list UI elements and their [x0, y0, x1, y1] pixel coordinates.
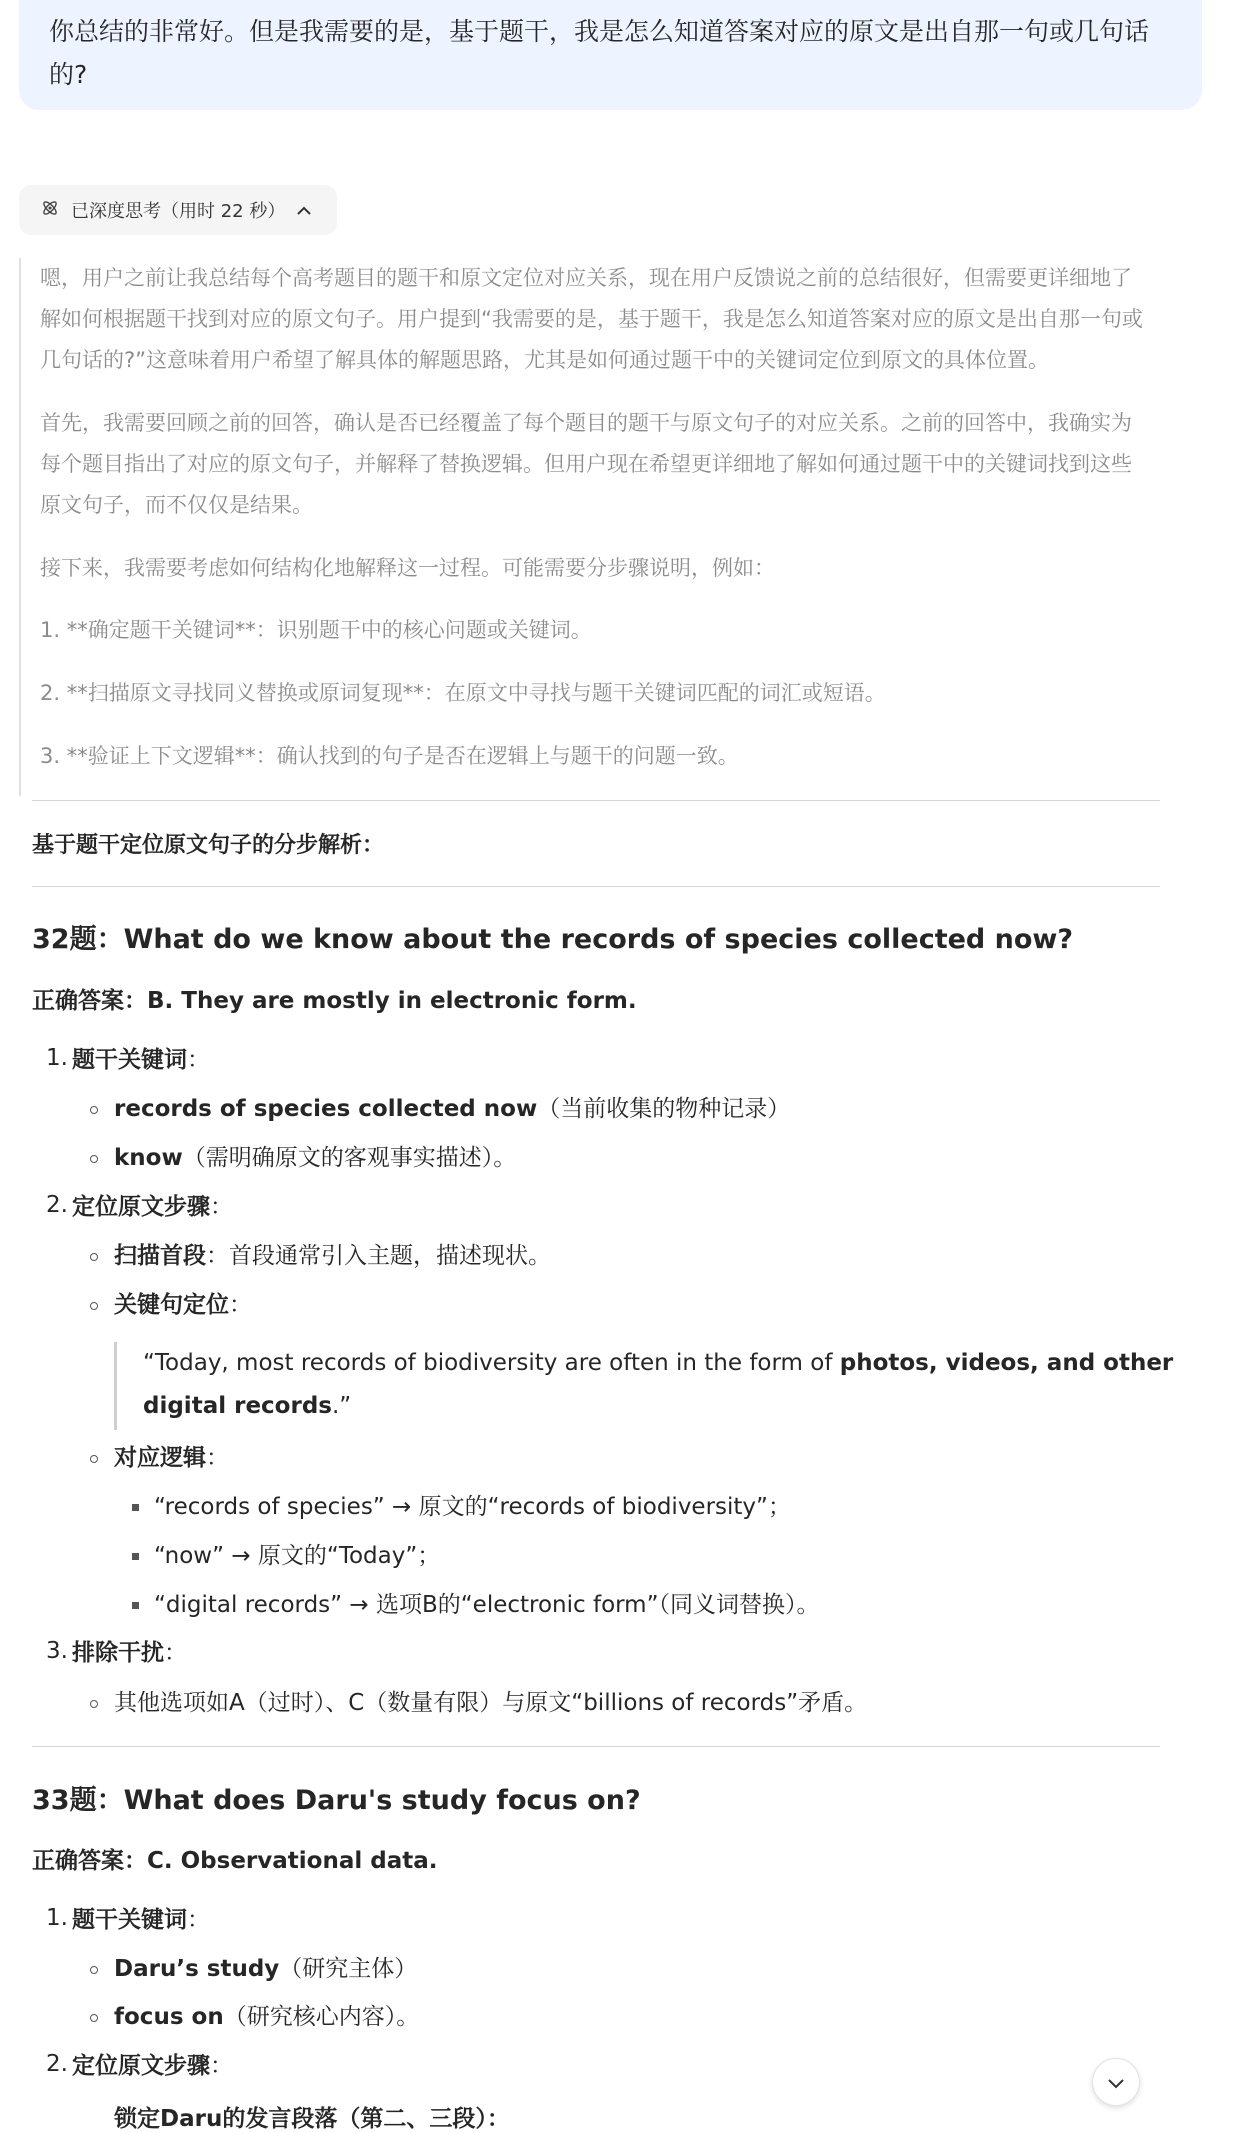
correct-answer: 正确答案：C. Observational data. — [32, 1848, 438, 1874]
question-title: 32题：What do we know about the records of species collected now? — [32, 924, 1074, 955]
quote-block — [114, 1342, 1174, 1430]
user-message-line: 你总结的非常好。但是我需要的是，基于题干，我是怎么知道答案对应的原文是出自那一句或几句话 — [49, 17, 1150, 46]
chevron-up-icon — [297, 200, 311, 221]
list-number: 2. — [46, 1192, 68, 1218]
deep-thinking-label: 已深度思考（用时 22 秒） — [71, 201, 286, 222]
list-item: “now” → 原文的“Today”； — [154, 1543, 441, 1569]
chevron-down-icon — [1108, 2070, 1124, 2095]
thinking-line: 接下来，我需要考虑如何结构化地解释这一过程。可能需要分步骤说明，例如： — [40, 556, 775, 580]
user-message-bubble — [19, 0, 1202, 110]
list-item: Daru’s study（研究主体） — [114, 1956, 418, 1982]
list-item-partial: 锁定Daru的发言段落（第二、三段）： — [114, 2106, 510, 2132]
bullet-circle — [90, 1302, 98, 1310]
list-number: 3. — [46, 1638, 68, 1664]
bullet-square — [132, 1602, 139, 1609]
step-heading: 题干关键词： — [72, 1907, 210, 1933]
step-heading: 排除干扰： — [72, 1640, 187, 1666]
list-item: “digital records” → 选项B的“electronic form”（同义词替换）。 — [154, 1592, 820, 1618]
bullet-circle — [90, 1455, 98, 1463]
thinking-line: 原文句子，而不仅仅是结果。 — [40, 493, 313, 517]
thinking-line: 首先，我需要回顾之前的回答，确认是否已经覆盖了每个题目的题干与原文句子的对应关系。之前的回答中，我确实为 — [40, 411, 1132, 435]
bullet-circle — [90, 1106, 98, 1114]
divider — [32, 800, 1160, 801]
step-heading: 定位原文步骤： — [72, 1194, 233, 1220]
thinking-line: 几句话的?”这意味着用户希望了解具体的解题思路，尤其是如何通过题干中的关键词定位到原文的具体位置。 — [40, 348, 1050, 372]
deep-thinking-toggle[interactable] — [19, 185, 337, 235]
list-number: 2. — [46, 2051, 68, 2077]
correct-answer: 正确答案：B. They are mostly in electronic form. — [32, 988, 637, 1014]
thinking-content — [19, 258, 1199, 796]
list-item: 对应逻辑： — [114, 1445, 229, 1471]
bullet-circle — [90, 1155, 98, 1163]
bullet-circle — [90, 2014, 98, 2022]
bullet-circle — [90, 1253, 98, 1261]
thinking-line: 嗯，用户之前让我总结每个高考题目的题干和原文定位对应关系，现在用户反馈说之前的总结很好，但需要更详细地了 — [40, 266, 1132, 290]
bullet-square — [132, 1504, 139, 1511]
quote-text-line: “Today, most records of biodiversity are often in the form of photos, videos, and other — [143, 1350, 1174, 1376]
list-item: 关键句定位： — [114, 1292, 252, 1318]
bullet-circle — [90, 1700, 98, 1708]
list-item: “records of species” → 原文的“records of biodiversity”； — [154, 1494, 791, 1520]
list-item: 扫描首段：首段通常引入主题，描述现状。 — [114, 1243, 551, 1269]
list-number: 1. — [46, 1045, 68, 1071]
thinking-line: 2. **扫描原文寻找同义替换或原词复现**：在原文中寻找与题干关键词匹配的词汇或短语。 — [40, 681, 886, 705]
divider — [32, 1746, 1160, 1747]
divider — [32, 886, 1160, 887]
bullet-square — [132, 1553, 139, 1560]
user-message-line: 的? — [49, 60, 88, 89]
list-item: know（需明确原文的客观事实描述）。 — [114, 1145, 517, 1171]
thinking-line: 3. **验证上下文逻辑**：确认找到的句子是否在逻辑上与题干的问题一致。 — [40, 744, 739, 768]
bullet-circle — [90, 1966, 98, 1974]
quote-text-line: digital records.” — [143, 1393, 352, 1419]
scroll-to-bottom-button[interactable] — [1092, 2058, 1140, 2106]
thinking-line: 1. **确定题干关键词**：识别题干中的核心问题或关键词。 — [40, 618, 592, 642]
step-heading: 定位原文步骤： — [72, 2053, 233, 2079]
list-item: focus on（研究核心内容）。 — [114, 2004, 420, 2030]
list-item: records of species collected now（当前收集的物种记录） — [114, 1096, 791, 1122]
question-title: 33题：What does Daru's study focus on? — [32, 1785, 641, 1816]
atom-icon — [39, 198, 61, 222]
thinking-line: 解如何根据题干找到对应的原文句子。用户提到“我需要的是，基于题干，我是怎么知道答案对应的原文是出自那一句或 — [40, 307, 1143, 331]
list-number: 1. — [46, 1905, 68, 1931]
section-title: 基于题干定位原文句子的分步解析： — [32, 833, 385, 858]
list-item: 其他选项如A（过时）、C（数量有限）与原文“billions of records”矛盾。 — [114, 1690, 868, 1716]
thinking-line: 每个题目指出了对应的原文句子，并解释了替换逻辑。但用户现在希望更详细地了解如何通过题干中的关键词找到这些 — [40, 452, 1132, 476]
step-heading: 题干关键词： — [72, 1047, 210, 1073]
